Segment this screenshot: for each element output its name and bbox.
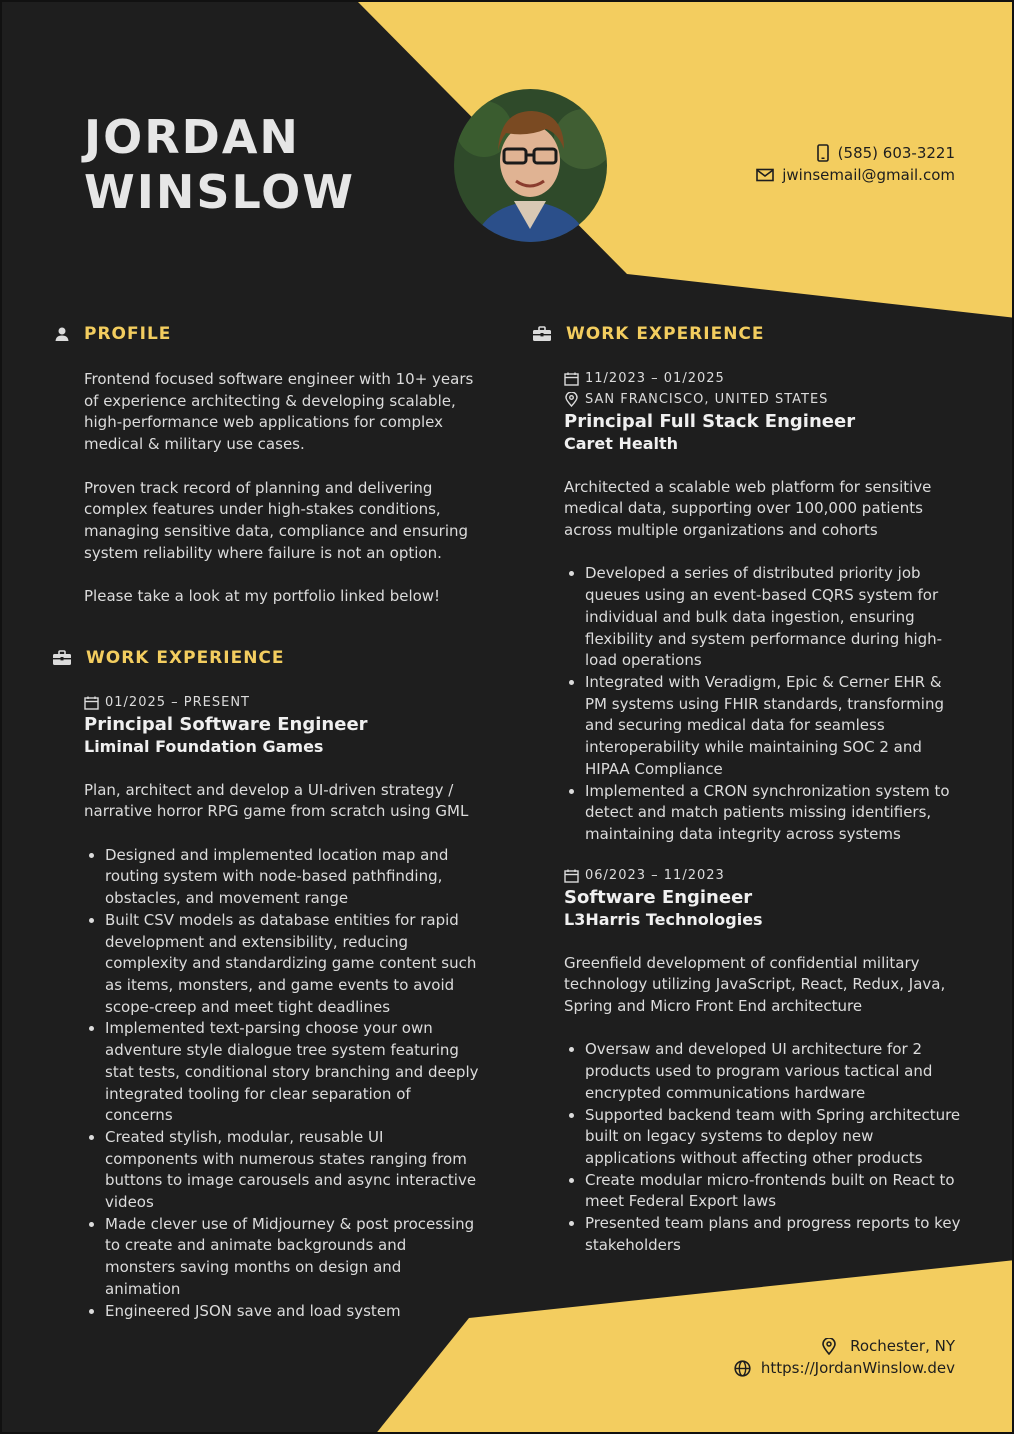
job-company: L3Harris Technologies xyxy=(564,910,763,929)
job-location-text: SAN FRANCISCO, UNITED STATES xyxy=(585,391,829,407)
applicant-name xyxy=(84,110,355,220)
job-bullet: • Engineered JSON save and load system xyxy=(105,1301,479,1323)
job-bullet: • Oversaw and developed UI architecture for 2 products used to program various tactical and encrypted communications hardware xyxy=(585,1039,964,1104)
profile-paragraph: Proven track record of planning and delivering complex features under high-stakes conditions, managing sensitive data, compliance and ensuring system reliability where failure is not an option. xyxy=(84,478,469,562)
job-bullets xyxy=(564,563,964,845)
profile-photo xyxy=(454,89,607,242)
job-bullet: • Implemented a CRON synchronization system to detect and match patients missing identifiers, maintaining data integrity across systems xyxy=(585,781,964,846)
job-dates-text: 06/2023 – 11/2023 xyxy=(585,867,725,883)
job-company: Caret Health xyxy=(564,434,679,453)
email-address: jwinsemail@gmail.com xyxy=(782,166,955,184)
briefcase-icon xyxy=(532,326,552,342)
job-dates xyxy=(564,368,964,389)
job-caret-health xyxy=(564,368,964,846)
job-dates xyxy=(84,692,479,713)
footer-location-text: Rochester, NY xyxy=(850,1337,955,1355)
job-company: Liminal Foundation Games xyxy=(84,737,324,756)
job-bullet: • Created stylish, modular, reusable UI components with numerous states ranging from buttons to image carousels and async interactive videos xyxy=(105,1127,479,1214)
contact-email xyxy=(756,166,955,184)
phone-number: (585) 603-3221 xyxy=(837,144,955,162)
person-icon xyxy=(54,326,70,342)
job-l3harris xyxy=(564,865,964,1257)
contact-phone xyxy=(816,144,955,162)
work-experience-title: WORK EXPERIENCE xyxy=(566,324,765,344)
job-dates-text: 11/2023 – 01/2025 xyxy=(585,370,725,386)
mail-icon xyxy=(756,168,774,182)
calendar-icon xyxy=(564,372,579,386)
job-bullet: • Made clever use of Midjourney & post processing to create and animate backgrounds and monsters saving months on design and animation xyxy=(105,1214,479,1301)
website-link[interactable]: https://JordanWinslow.dev xyxy=(760,1359,955,1377)
job-dates xyxy=(564,865,964,886)
calendar-icon xyxy=(84,696,99,710)
job-bullet: • Developed a series of distributed priority job queues using an event-based CQRS system for individual and bulk data ingestion, ensuring flexibility and system performance during high-load operations xyxy=(585,563,964,672)
globe-icon xyxy=(734,1360,751,1377)
job-summary: Greenfield development of confidential military technology utilizing JavaScript, React, Redux, Java, Spring and Micro Front End architecture xyxy=(564,953,946,1016)
first-name: JORDAN xyxy=(84,110,300,164)
footer-website[interactable] xyxy=(734,1359,955,1377)
job-dates-text: 01/2025 – PRESENT xyxy=(105,694,250,710)
job-bullet: • Integrated with Veradigm, Epic & Cerner EHR & PM systems using FHIR standards, transforming and securing medical data for seamless interoperability while maintaining SOC 2 and HIPAA Compliance xyxy=(585,672,964,781)
location-pin-icon xyxy=(822,1338,836,1355)
job-location xyxy=(564,389,964,410)
job-bullet: • Designed and implemented location map and routing system with node-based pathfinding, obstacles, and movement range xyxy=(105,845,479,910)
job-bullet: • Built CSV models as database entities for rapid development and extensibility, reducing complexity and standardizing game content such as items, monsters, and game events to avoid scope-creep and meet tight deadlines xyxy=(105,910,479,1019)
job-summary: Plan, architect and develop a UI-driven strategy / narrative horror RPG game from scratch using GML xyxy=(84,780,469,821)
location-pin-icon xyxy=(564,392,579,407)
job-summary: Architected a scalable web platform for sensitive medical data, supporting over 100,000 patients across multiple organizations and cohorts xyxy=(564,477,932,540)
job-bullet: • Supported backend team with Spring architecture built on legacy systems to deploy new applications without affecting other products xyxy=(585,1105,964,1170)
profile-heading xyxy=(54,324,171,344)
job-bullet: • Presented team plans and progress reports to key stakeholders xyxy=(585,1213,964,1256)
job-bullet: • Create modular micro-frontends built on React to meet Federal Export laws xyxy=(585,1170,964,1213)
calendar-icon xyxy=(564,869,579,883)
job-liminal xyxy=(84,692,479,1322)
job-title: Principal Full Stack Engineer xyxy=(564,411,856,432)
job-bullet: • Implemented text-parsing choose your own adventure style dialogue tree system featuring stat tests, conditional story branching and deeply integrated tooling for clear separation of concerns xyxy=(105,1018,479,1127)
footer-location xyxy=(822,1337,955,1355)
work-experience-title: WORK EXPERIENCE xyxy=(86,648,285,668)
job-bullets xyxy=(84,845,479,1322)
profile-title: PROFILE xyxy=(84,324,172,344)
profile-paragraph: Frontend focused software engineer with 10+ years of experience architecting & developing scalable, high-performance web applications for complex medical & military use cases. xyxy=(84,370,474,454)
last-name: WINSLOW xyxy=(84,165,355,219)
work-experience-heading-left xyxy=(52,648,285,668)
profile-text xyxy=(84,369,476,608)
phone-icon xyxy=(816,144,830,162)
work-experience-heading-right xyxy=(532,324,765,344)
job-title: Software Engineer xyxy=(564,887,753,908)
briefcase-icon xyxy=(52,650,72,666)
portrait-illustration xyxy=(454,89,607,242)
job-bullets xyxy=(564,1039,964,1256)
job-title: Principal Software Engineer xyxy=(84,714,368,735)
profile-paragraph: Please take a look at my portfolio linked below! xyxy=(84,587,441,605)
